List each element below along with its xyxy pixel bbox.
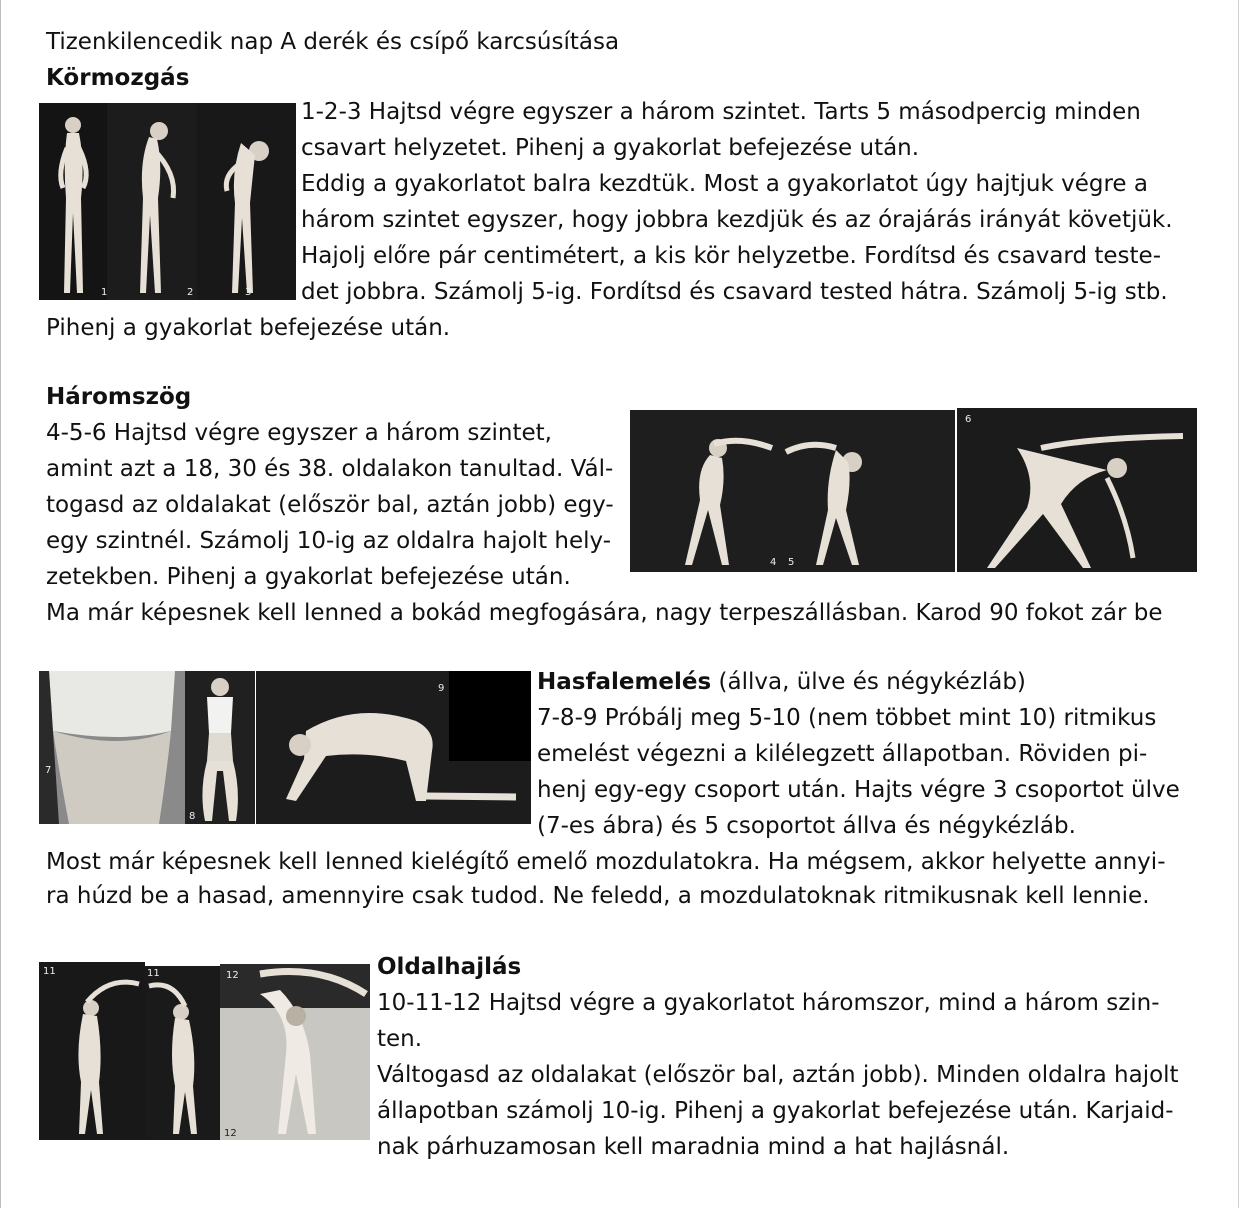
page-title: Tizenkilencedik nap A derék és csípő karcsúsítása bbox=[46, 29, 620, 55]
figure-label-4: 4 bbox=[770, 557, 777, 568]
heading-hasfalemeles-suffix: (állva, ülve és négykézláb) bbox=[711, 669, 1026, 695]
figure-label-12b: 12 bbox=[224, 1128, 237, 1139]
page-left-edge bbox=[0, 0, 1, 1208]
photo-kormozgas-3 bbox=[197, 103, 296, 300]
hasfalemeles-line-3: henj egy-egy csoport után. Hajts végre 3 csoportot ülve bbox=[537, 777, 1180, 803]
haromszog-line-4: egy szintnél. Számolj 10-ig az oldalra hajolt hely- bbox=[46, 528, 612, 554]
hasfalemeles-line-4: (7-es ábra) és 5 csoportot állva és négykézláb. bbox=[537, 813, 1076, 839]
photo-hasfalemeles-9 bbox=[256, 671, 531, 824]
figure-label-7: 7 bbox=[45, 765, 52, 776]
kormozgas-line-3: Eddig a gyakorlatot balra kezdtük. Most a gyakorlatot úgy hajtjuk végre a bbox=[301, 171, 1148, 197]
oldalhajlas-line-1: 10-11-12 Hajtsd végre a gyakorlatot háromszor, mind a három szin- bbox=[377, 990, 1160, 1016]
oldalhajlas-line-4: állapotban számolj 10-ig. Pihenj a gyakorlat befejezése után. Karjaid- bbox=[377, 1098, 1174, 1124]
hasfalemeles-line-6: ra húzd be a hasad, amennyire csak tudod. Ne feledd, a mozdulatoknak ritmikusnak kell lennie. bbox=[46, 883, 1150, 909]
page-right-edge bbox=[1238, 0, 1239, 1208]
photo-oldalhajlas-12 bbox=[220, 964, 370, 1140]
haromszog-line-6: Ma már képesnek kell lenned a bokád megfogására, nagy terpeszállásban. Karod 90 fokot zár be bbox=[46, 600, 1163, 626]
heading-kormozgas: Körmozgás bbox=[46, 65, 190, 91]
kormozgas-line-1: 1-2-3 Hajtsd végre egyszer a három szintet. Tarts 5 másodpercig minden bbox=[301, 99, 1141, 125]
kormozgas-line-4: három szintet egyszer, hogy jobbra kezdjük és az órajárás irányát követjük. bbox=[301, 207, 1173, 233]
figure-label-12a: 12 bbox=[226, 970, 239, 981]
haromszog-line-1: 4-5-6 Hajtsd végre egyszer a három szintet, bbox=[46, 420, 552, 446]
hasfalemeles-line-2: emelést végezni a kilélegzett állapotban. Röviden pi- bbox=[537, 741, 1148, 767]
hasfalemeles-line-1: 7-8-9 Próbálj meg 5-10 (nem többet mint 10) ritmikus bbox=[537, 705, 1157, 731]
photo-oldalhajlas-11b bbox=[145, 966, 223, 1140]
haromszog-line-3: togasd az oldalakat (először bal, aztán jobb) egy- bbox=[46, 492, 614, 518]
figure-label-1: 1 bbox=[101, 287, 107, 298]
figure-label-9: 9 bbox=[438, 683, 445, 694]
photo-haromszog-4-5 bbox=[630, 410, 955, 572]
figure-label-3: 3 bbox=[245, 287, 252, 298]
photo-oldalhajlas-11 bbox=[39, 962, 145, 1140]
haromszog-line-2: amint azt a 18, 30 és 38. oldalakon tanultad. Vál- bbox=[46, 456, 614, 482]
haromszog-line-5: zetekben. Pihenj a gyakorlat befejezése után. bbox=[46, 564, 571, 590]
kormozgas-line-6: det jobbra. Számolj 5-ig. Fordítsd és csavard tested hátra. Számolj 5-ig stb. bbox=[301, 279, 1168, 305]
heading-haromszog: Háromszög bbox=[46, 384, 192, 410]
oldalhajlas-line-2: ten. bbox=[377, 1026, 423, 1052]
figure-label-8: 8 bbox=[189, 811, 196, 822]
figure-label-11b: 11 bbox=[147, 968, 160, 979]
oldalhajlas-line-3: Váltogasd az oldalakat (először bal, aztán jobb). Minden oldalra hajolt bbox=[377, 1062, 1179, 1088]
heading-oldalhajlas: Oldalhajlás bbox=[377, 954, 522, 980]
photo-kormozgas-1 bbox=[39, 103, 107, 300]
heading-hasfalemeles: Hasfalemelés bbox=[537, 669, 712, 695]
oldalhajlas-line-5: nak párhuzamosan kell maradnia mind a hat hajlásnál. bbox=[377, 1134, 1010, 1160]
photo-hasfalemeles-7 bbox=[39, 671, 185, 824]
figure-label-5: 5 bbox=[788, 557, 795, 568]
hasfalemeles-line-5: Most már képesnek kell lenned kielégítő emelő mozdulatokra. Ha mégsem, akkor helyette annyi- bbox=[46, 849, 1166, 875]
hasfalemeles-heading-line bbox=[537, 664, 1026, 700]
photo-hasfalemeles-8 bbox=[185, 671, 255, 824]
kormozgas-line-5: Hajolj előre pár centimétert, a kis kör helyzetbe. Fordítsd és csavard teste- bbox=[301, 243, 1162, 269]
figure-label-11a: 11 bbox=[43, 966, 56, 977]
photo-kormozgas-2 bbox=[107, 103, 197, 300]
kormozgas-line-2: csavart helyzetet. Pihenj a gyakorlat befejezése után. bbox=[301, 135, 920, 161]
figure-label-2: 2 bbox=[187, 287, 194, 298]
figure-label-6: 6 bbox=[965, 414, 972, 425]
photo-haromszog-6 bbox=[957, 408, 1197, 572]
kormozgas-line-7: Pihenj a gyakorlat befejezése után. bbox=[46, 315, 451, 341]
